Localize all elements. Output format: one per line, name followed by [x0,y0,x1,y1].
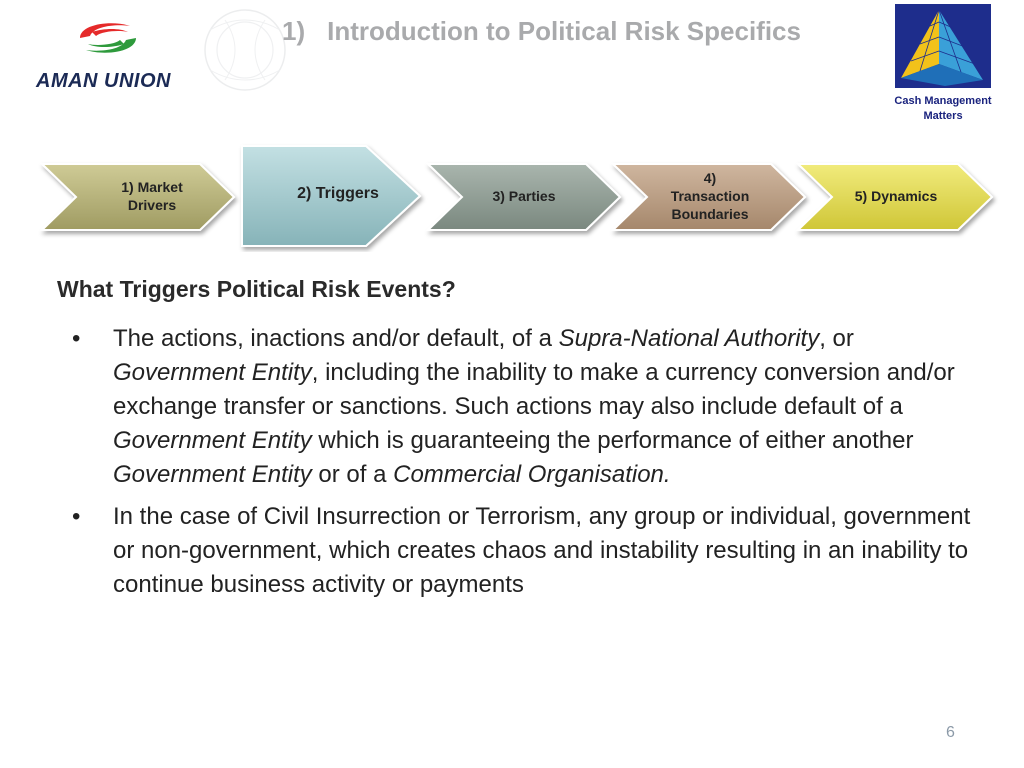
page-title [282,16,801,47]
bullet-glyph: • [72,325,81,352]
badge-caption-line1: Cash Management [894,95,992,107]
aman-union-logo [30,18,200,98]
watermark-decoration [190,0,300,100]
logo-text: AMAN UNION [36,70,171,92]
section-heading: What Triggers Political Risk Events? [57,276,456,302]
pyramid-icon [895,4,991,88]
badge-caption [876,94,1010,124]
step-label-1: 1) Market Drivers [121,179,183,213]
title-text: Introduction to Political Risk Specifics [327,16,801,46]
bullet-list [72,322,992,610]
cash-management-badge [895,4,991,88]
title-number: 1) [282,16,306,46]
aman-union-swoosh-icon [72,18,144,58]
bullet-glyph: • [72,503,81,530]
step-label-5: 5) Dynamics [854,188,938,204]
page-number: 6 [946,724,955,741]
step-label-4: 4) Transaction Boundaries [670,170,750,222]
badge-caption-line2: Matters [923,110,963,122]
step-label-2: 2) Triggers [297,185,379,202]
step-label-3: 3) Parties [492,188,556,204]
bullet-item-1: • The actions, inactions and/or default, of a Supra-National Authority, or Government Entity, including the inability to make a currency conversion and/or exchange transfer or sanctions. Such actions may also include default of a Government Entity which is guaranteeing the performance of either another Government Entity or of a Commercial Organisation. [72,322,992,492]
bullet-item-2: • In the case of Civil Insurrection or Terrorism, any group or individual, government or non-government, which creates chaos and instability resulting in an inability to continue business activity or payments [72,500,992,602]
